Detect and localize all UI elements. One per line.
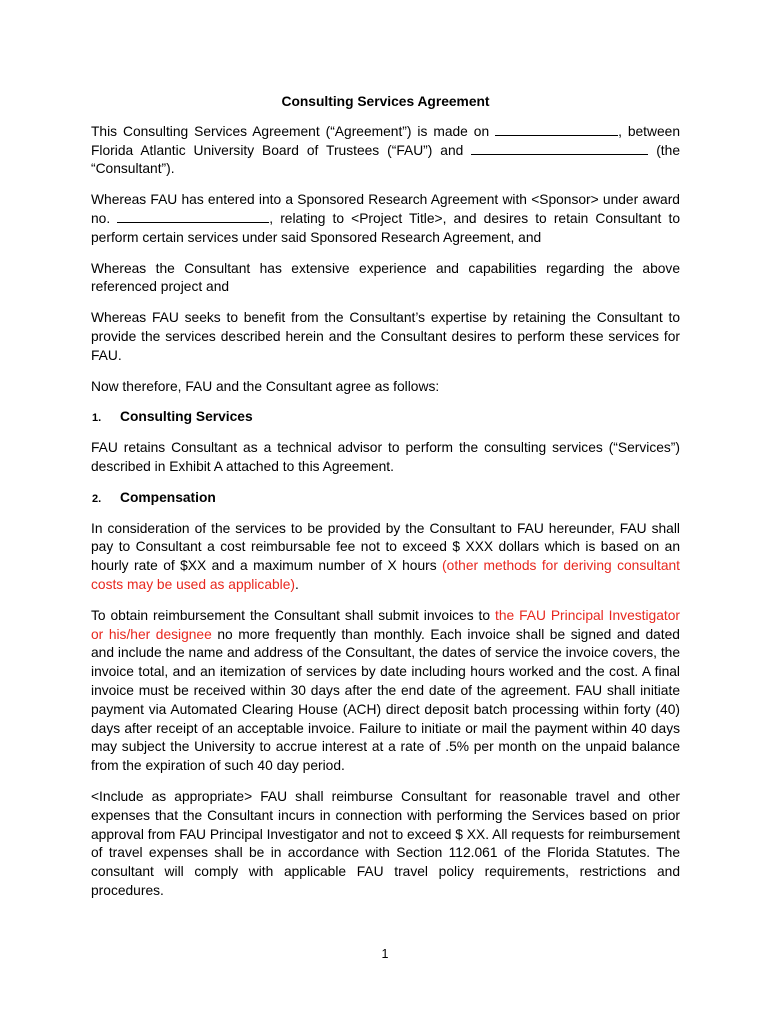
invoice-recipient-highlight: the FAU Principal Investigator or his/her designee: [91, 607, 680, 642]
reimbursement-paragraph: To obtain reimbursement the Consultant shall submit invoices to the FAU Principal Investigator or his/her designee no more frequently than monthly. Each invoice shall be signed and dated and include the name and address of the Consultant, the dates of service the invoice covers, the invoice total, and an itemization of services by date including hours worked and the cost. A final invoice must be received within 30 days after the end date of the agreement. FAU shall initiate payment via Automated Clearing House (ACH) direct deposit batch processing within forty (40) days after receipt of an acceptable invoice. Failure to initiate or mail the payment within 40 days may subject the University to accrue interest at a rate of .5% per month on the unpaid balance from the expiration of such 40 day period.: [91, 607, 680, 774]
whereas-benefit-paragraph: Whereas FAU seeks to benefit from the Consultant’s expertise by retaining the Consultant to provide the services described herein and the Consultant desires to perform these services for FAU.: [91, 310, 680, 363]
compensation-fee-paragraph: In consideration of the services to be provided by the Consultant to FAU hereunder, FAU shall pay to Consultant a cost reimbursable fee not to exceed $ XXX dollars which is based on an hourly rate of $XX and a maximum number of X hours (other methods for deriving consultant costs may be used as applicable).: [91, 520, 680, 592]
award-number-blank: [117, 210, 269, 223]
page-number: 1: [381, 947, 389, 961]
section-1-body: FAU retains Consultant as a technical advisor to perform the consulting services (“Services”) described in Exhibit A attached to this Agreement.: [91, 440, 680, 474]
travel-expenses-paragraph: <Include as appropriate> FAU shall reimburse Consultant for reasonable travel and other expenses that the Consultant incurs in connection with performing the Services based on prior approval from FAU Principal Investigator and not to exceed $ XX. All requests for reimbursement of travel expenses shall be in accordance with Section 112.061 of the Florida Statutes. The consultant will comply with applicable FAU travel policy requirements, restrictions and procedures.: [91, 788, 680, 898]
section-2-title: Compensation: [120, 489, 216, 505]
section-1-number: 1.: [92, 412, 102, 425]
whereas-sponsor-paragraph: Whereas FAU has entered into a Sponsored Research Agreement with <Sponsor> under award no. , relating to <Project Title>, and desires to retain Consultant to perform certain services under said Sponsored Research Agreement, and: [91, 192, 680, 245]
section-1-heading: [91, 408, 680, 428]
date-blank: [495, 123, 618, 136]
whereas-experience-paragraph: Whereas the Consultant has extensive experience and capabilities regarding the above referenced project and: [91, 260, 680, 295]
consultant-name-blank: [471, 142, 648, 155]
compensation-note-highlight: (other methods for deriving consultant costs may be used as applicable): [91, 558, 680, 592]
section-2-number: 2.: [92, 492, 102, 505]
document-title: Consulting Services Agreement: [281, 94, 490, 109]
section-1-title: Consulting Services: [120, 409, 253, 425]
now-therefore-paragraph: Now therefore, FAU and the Consultant agree as follows:: [91, 378, 440, 394]
intro-paragraph: This Consulting Services Agreement (“Agreement”) is made on , between Florida Atlantic University Board of Trustees (“FAU”) and (the “Consultant”).: [91, 123, 680, 177]
section-2-heading: [91, 489, 680, 509]
